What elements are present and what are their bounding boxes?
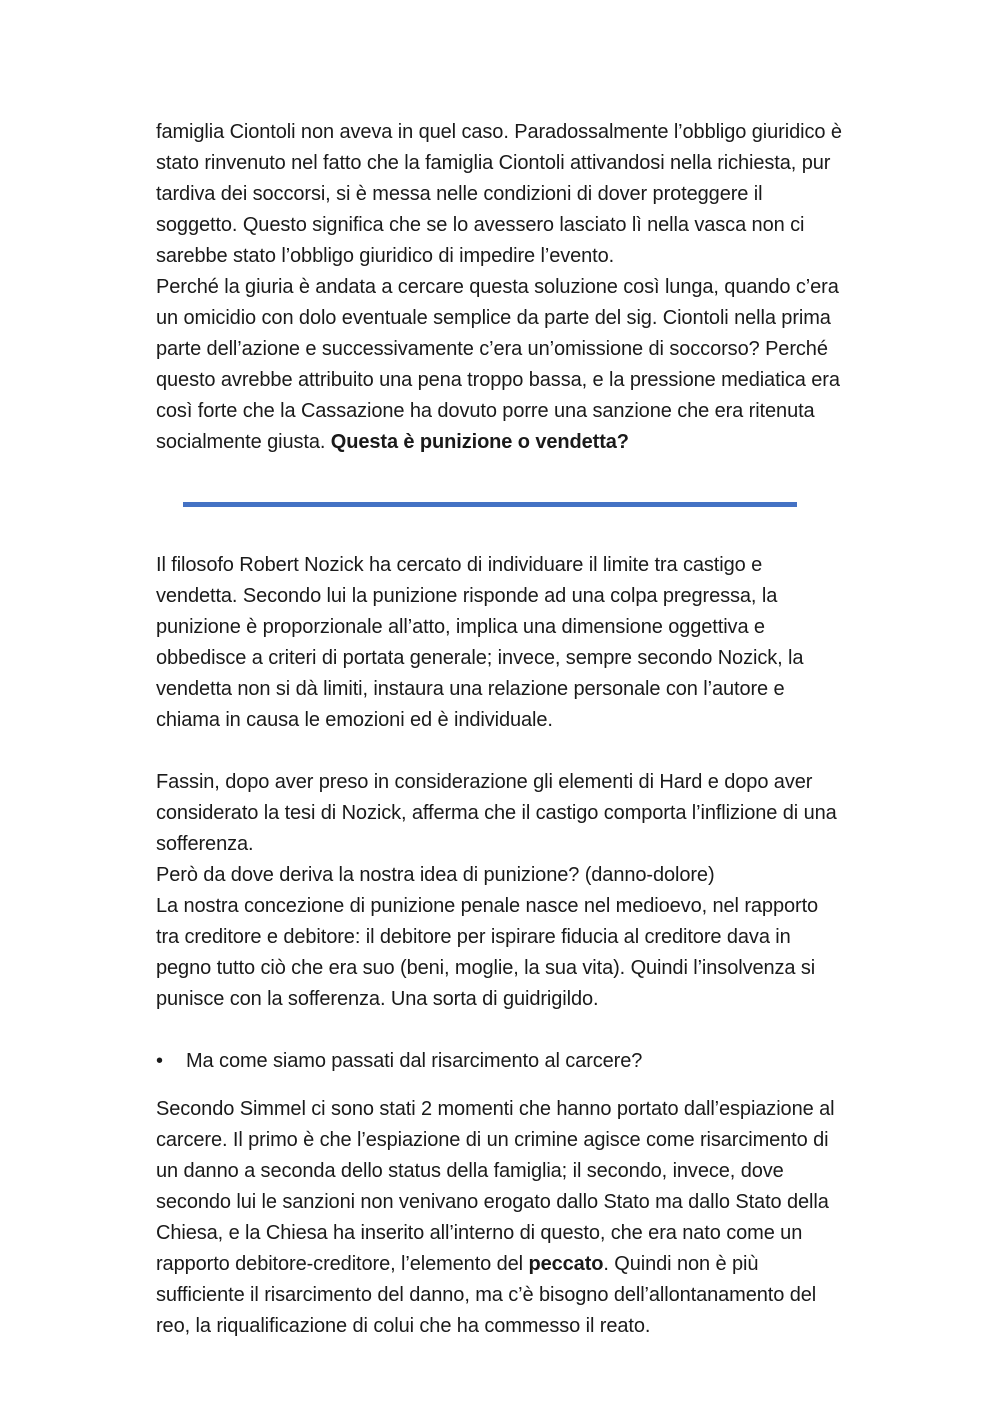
horizontal-separator — [183, 502, 797, 507]
text-line — [156, 1249, 916, 1280]
text-line: punizione è proporzionale all’atto, implica una dimensione oggettiva e — [156, 616, 765, 638]
text-line: Chiesa, e la Chiesa ha inserito all’interno di questo, che era nato come un — [156, 1222, 803, 1244]
text-line: pegno tutto ciò che era suo (beni, moglie, la sua vita). Quindi l’insolvenza si — [156, 957, 816, 979]
paragraph-fassin — [156, 767, 916, 1015]
text-line: Il filosofo Robert Nozick ha cercato di individuare il limite tra castigo e — [156, 554, 763, 576]
text-line: vendetta. Secondo lui la punizione risponde ad una colpa pregressa, la — [156, 585, 778, 607]
text-line: obbedisce a criteri di portata generale; invece, sempre secondo Nozick, la — [156, 647, 804, 669]
text-line: vendetta non si dà limiti, instaura una relazione personale con l’autore e — [156, 678, 785, 700]
text-line: considerato la tesi di Nozick, afferma che il castigo comporta l’inflizione di una — [156, 802, 837, 824]
text-line: famiglia Ciontoli non aveva in quel caso. Paradossalmente l’obbligo giuridico è — [156, 121, 842, 143]
text-span: rapporto debitore-creditore, l’elemento del — [156, 1253, 529, 1275]
text-line: Perché la giuria è andata a cercare questa soluzione così lunga, quando c’era — [156, 276, 839, 298]
text-line: chiama in causa le emozioni ed è individuale. — [156, 709, 553, 731]
text-line: questo avrebbe attribuito una pena troppo bassa, e la pressione mediatica era — [156, 369, 840, 391]
bullet-item — [156, 1046, 916, 1077]
text-line: Però da dove deriva la nostra idea di punizione? (danno-dolore) — [156, 864, 715, 886]
text-line: La nostra concezione di punizione penale nasce nel medioevo, nel rapporto — [156, 895, 819, 917]
document-page — [156, 117, 916, 1342]
text-line: Fassin, dopo aver preso in considerazione gli elementi di Hard e dopo aver — [156, 771, 813, 793]
paragraph-nozick — [156, 550, 916, 736]
paragraph-jury-question — [156, 272, 916, 458]
text-line: parte dell’azione e successivamente c’era un’omissione di soccorso? Perché — [156, 338, 828, 360]
text-line — [156, 427, 916, 458]
text-line: punisce con la sofferenza. Una sorta di guidrigildo. — [156, 988, 599, 1010]
text-line: così forte che la Cassazione ha dovuto porre una sanzione che era ritenuta — [156, 400, 815, 422]
paragraph-gap — [156, 1077, 916, 1094]
text-line: secondo lui le sanzioni non venivano erogato dallo Stato ma dallo Stato della — [156, 1191, 829, 1213]
paragraph-gap — [156, 1015, 916, 1046]
paragraph-gap — [156, 736, 916, 767]
bold-term-peccato: peccato — [528, 1253, 604, 1275]
text-span: socialmente giusta. — [156, 431, 331, 453]
text-line: reo, la riqualificazione di colui che ha commesso il reato. — [156, 1315, 651, 1337]
bullet-text: Ma come siamo passati dal risarcimento al carcere? — [186, 1050, 643, 1072]
text-line: Secondo Simmel ci sono stati 2 momenti che hanno portato dall’espiazione al — [156, 1098, 835, 1120]
bullet-icon: • — [156, 1050, 163, 1072]
text-line: carcere. Il primo è che l’espiazione di un crimine agisce come risarcimento di — [156, 1129, 829, 1151]
text-line: soggetto. Questo significa che se lo avessero lasciato lì nella vasca non ci — [156, 214, 805, 236]
paragraph-simmel — [156, 1094, 916, 1342]
bold-question: Questa è punizione o vendetta? — [330, 431, 629, 453]
text-line: sarebbe stato l’obbligo giuridico di impedire l’evento. — [156, 245, 615, 267]
text-line: un danno a seconda dello status della famiglia; il secondo, invece, dove — [156, 1160, 784, 1182]
text-line: tra creditore e debitore: il debitore per ispirare fiducia al creditore dava in — [156, 926, 791, 948]
text-line: un omicidio con dolo eventuale semplice da parte del sig. Ciontoli nella prima — [156, 307, 831, 329]
paragraph-ciontoli-obligation — [156, 117, 916, 272]
text-line: tardiva dei soccorsi, si è messa nelle condizioni di dover proteggere il — [156, 183, 763, 205]
separator-container — [156, 458, 916, 550]
text-line: sufficiente il risarcimento del danno, ma c’è bisogno dell’allontanamento del — [156, 1284, 817, 1306]
text-line: stato rinvenuto nel fatto che la famiglia Ciontoli attivandosi nella richiesta, pur — [156, 152, 831, 174]
text-line: sofferenza. — [156, 833, 254, 855]
text-span: . Quindi non è più — [603, 1253, 759, 1275]
